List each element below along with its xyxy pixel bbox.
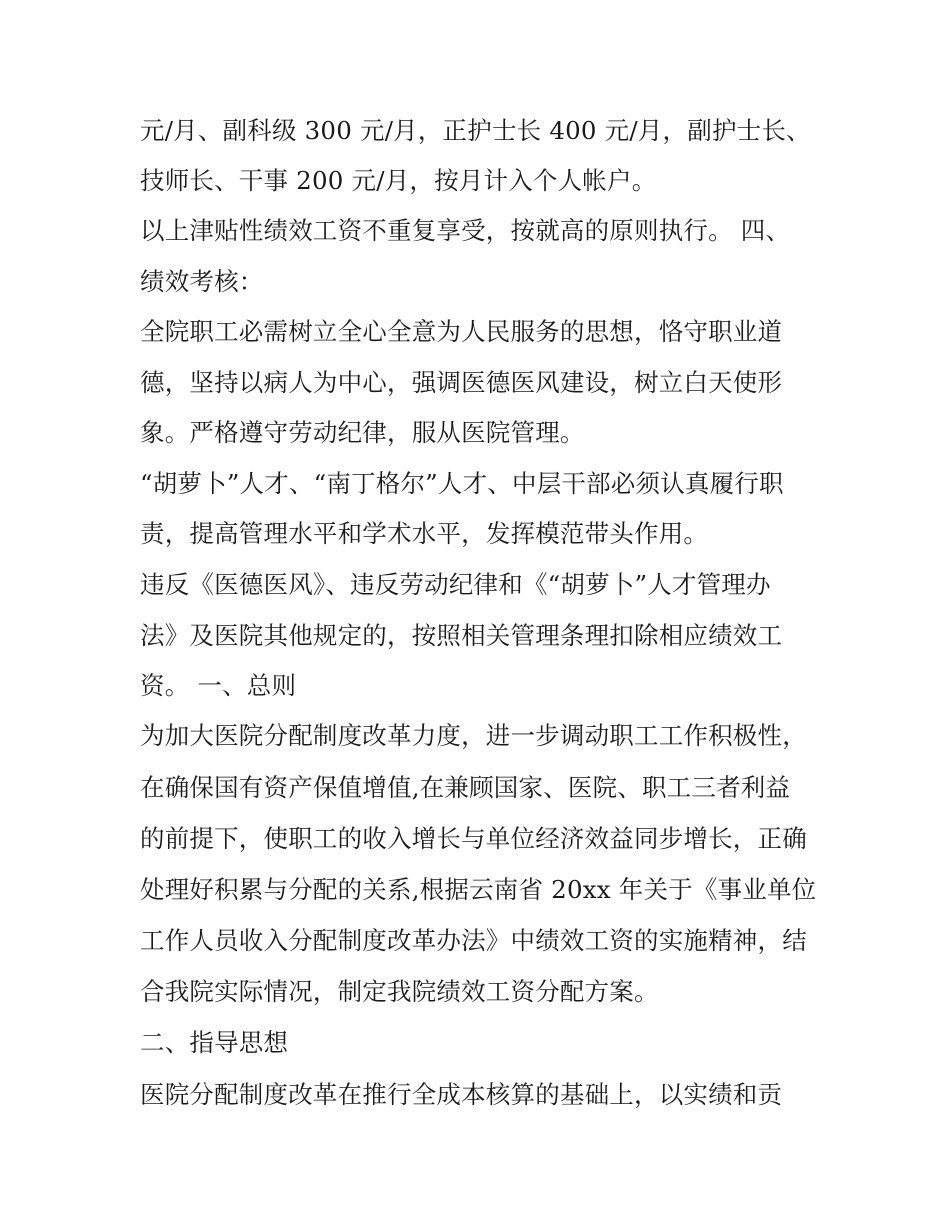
text-line: 技师长、干事 200 元/月，按月计入个人帐户。 [140, 166, 657, 195]
text-line: 的前提下，使职工的收入增长与单位经济效益同步增长，正确 [140, 824, 807, 853]
section-heading: 二、指导思想 [140, 1028, 289, 1057]
text-line: 绩效考核： [140, 267, 264, 296]
text-line: 责，提高管理水平和学术水平，发挥模范带头作用。 [140, 519, 709, 548]
text-line: 以上津贴性绩效工资不重复享受，按就高的原则执行。 四、 [140, 216, 791, 245]
text-line: 德，坚持以病人为中心，强调医德医风建设，树立白天使形 [140, 368, 783, 397]
text-line: 全院职工必需树立全心全意为人民服务的思想，恪守职业道 [140, 317, 783, 346]
text-line: 合我院实际情况，制定我院绩效工资分配方案。 [140, 977, 659, 1006]
text-line: 象。严格遵守劳动纪律，服从医院管理。 [140, 418, 585, 447]
text-line: 处理好积累与分配的关系,根据云南省 20xx 年关于《事业单位 [140, 875, 817, 904]
text-line: 工作人员收入分配制度改革办法》中绩效工资的实施精神，结 [140, 926, 807, 955]
text-line: 元/月、副科级 300 元/月，正护士长 400 元/月，副护士长、 [140, 116, 811, 145]
text-line: 医院分配制度改革在推行全成本核算的基础上，以实绩和贡 [140, 1080, 783, 1109]
text-line: 资。 一、总则 [140, 671, 297, 700]
text-line: 违反《医德医风》、违反劳动纪律和《“胡萝卜”人才管理办 [140, 570, 771, 599]
text-line: 法》及医院其他规定的，按照相关管理条理扣除相应绩效工 [140, 621, 783, 650]
text-line: “胡萝卜”人才、“南丁格尔”人才、中层干部必须认真履行职 [140, 469, 784, 498]
text-line: 在确保国有资产保值增值,在兼顾国家、医院、职工三者利益 [140, 773, 791, 802]
text-line: 为加大医院分配制度改革力度，进一步调动职工工作积极性， [140, 721, 807, 750]
